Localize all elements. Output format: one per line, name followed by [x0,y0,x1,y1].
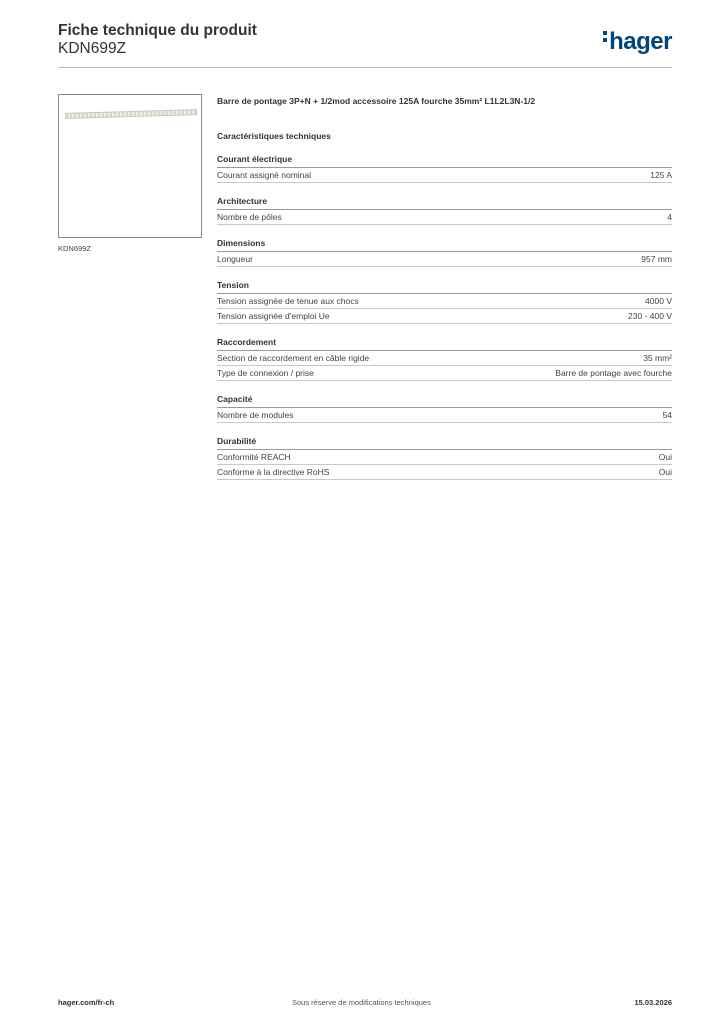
spec-value: 4 [667,212,672,222]
spec-section-courant [217,154,672,183]
spec-label: Conformité REACH [217,452,291,462]
spec-value: 230 - 400 V [628,311,672,321]
busbar-illustration [65,109,197,119]
header-divider [58,67,672,68]
spec-value: 54 [662,410,672,420]
spec-section-durabilite [217,436,672,480]
spec-value: 125 A [650,170,672,180]
spec-label: Conforme à la directive RoHS [217,467,330,477]
spec-row [217,351,672,366]
spec-label: Tension assignée de tenue aux chocs [217,296,359,306]
hager-logo [603,28,672,56]
spec-label: Courant assigné nominal [217,170,312,180]
tech-specs-heading: Caractéristiques techniques [217,131,331,141]
spec-label: Nombre de pôles [217,212,282,222]
spec-row [217,309,672,324]
spec-section-dimensions [217,238,672,267]
spec-row [217,366,672,381]
spec-row [217,168,672,183]
spec-value: Oui [658,452,672,462]
spec-row [217,252,672,267]
spec-value: Barre de pontage avec fourche [555,368,672,378]
section-title: Capacité [217,394,253,404]
section-title: Courant électrique [217,154,293,164]
page-title: Fiche technique du produit [58,22,257,39]
spec-row [217,465,672,480]
spec-row [217,408,672,423]
spec-label: Nombre de modules [217,410,294,420]
spec-row [217,450,672,465]
product-image [58,94,202,238]
footer-website-link[interactable]: hager.com/fr-ch [58,998,115,1007]
spec-value: 4000 V [645,296,672,306]
footer-date: 15.03.2026 [634,998,672,1007]
spec-label: Longueur [217,254,253,264]
section-title: Durabilité [217,436,257,446]
spec-section-raccordement [217,337,672,381]
spec-label: Tension assignée d'emploi Ue [217,311,330,321]
spec-row [217,294,672,309]
spec-row [217,210,672,225]
product-description: Barre de pontage 3P+N + 1/2mod accessoire 125A fourche 35mm² L1L2L3N-1/2 [217,96,536,106]
product-image-caption: KDN699Z [58,244,91,253]
spec-section-architecture [217,196,672,225]
spec-section-capacite [217,394,672,423]
section-title: Raccordement [217,337,277,347]
section-title: Dimensions [217,238,266,248]
section-title: Tension [217,280,249,290]
product-reference: KDN699Z [58,40,127,57]
logo-text: hager [609,28,672,55]
footer-disclaimer: Sous réserve de modifications techniques [292,998,431,1007]
spec-value: Oui [658,467,672,477]
section-title: Architecture [217,196,268,206]
spec-value: 957 mm [641,254,672,264]
spec-label: Type de connexion / prise [217,368,314,378]
spec-section-tension [217,280,672,324]
spec-label: Section de raccordement en câble rigide [217,353,370,363]
spec-content [217,96,672,480]
logo-dots-icon [603,31,607,45]
spec-value: 35 mm² [643,353,672,363]
